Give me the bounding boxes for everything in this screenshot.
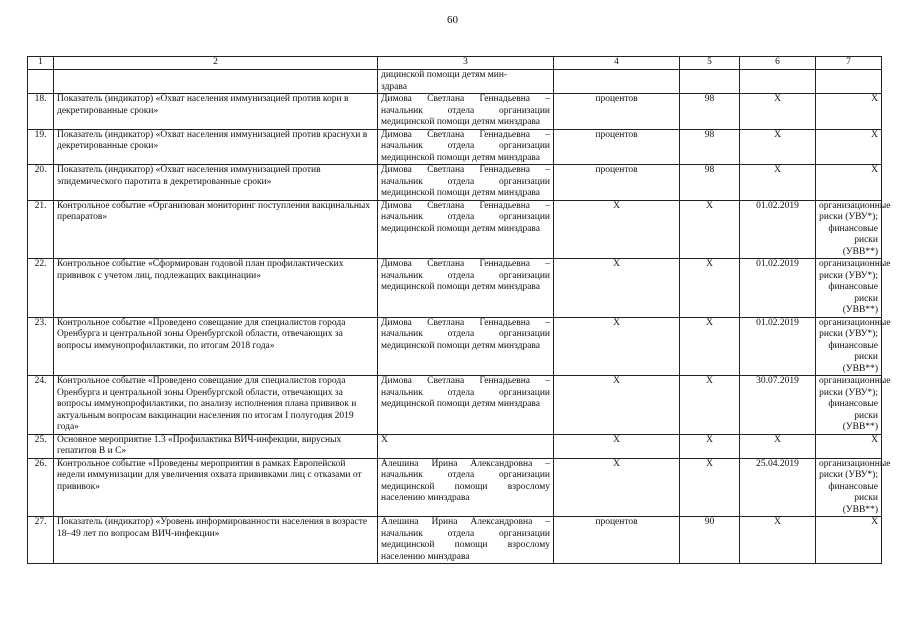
risk-cell: организационные риски (УВУ*); финансовые риски (УВВ**) [816, 200, 882, 259]
table-row [28, 165, 882, 201]
responsible-cell: Димова Светлана Геннадьевна – начальник отдела организации медицинской помощи детям минздрава [378, 376, 554, 435]
description-cell: Показатель (индикатор) «Охват населения иммунизацией против кори в декретированные сроки» [54, 94, 378, 130]
responsible-cell: Димова Светлана Геннадьевна – начальник отдела организации медицинской помощи детям минздрава [378, 259, 554, 318]
responsible-cell: Димова Светлана Геннадьевна – начальник отдела организации медицинской помощи детям минздрава [378, 200, 554, 259]
deadline-cell: 01.02.2019 [740, 200, 816, 259]
responsible-cell: X [378, 434, 554, 458]
deadline-cell: 01.02.2019 [740, 317, 816, 376]
column-header: 2 [54, 57, 378, 70]
row-number-cell: 21. [28, 200, 54, 259]
deadline-cell: X [740, 434, 816, 458]
description-cell: Контрольное событие «Проведены мероприятия в рамках Европейской недели иммунизации для увеличения охвата прививками лиц с отказами от прививок» [54, 458, 378, 517]
row-number-cell: 19. [28, 129, 54, 165]
risk-cell: X [816, 165, 882, 201]
unit-cell: X [554, 259, 680, 318]
plan-table [27, 56, 891, 564]
unit-cell: процентов [554, 129, 680, 165]
value-cell: 98 [680, 129, 740, 165]
deadline-cell: 25.04.2019 [740, 458, 816, 517]
unit-cell: X [554, 458, 680, 517]
value-cell: 98 [680, 165, 740, 201]
column-header: 6 [740, 57, 816, 70]
column-header: 3 [378, 57, 554, 70]
column-header: 1 [28, 57, 54, 70]
table-row [28, 434, 882, 458]
unit-cell: процентов [554, 517, 680, 564]
risk-cell: X [816, 129, 882, 165]
risk-cell: X [816, 434, 882, 458]
risk-cell: организационные риски (УВУ*); финансовые риски (УВВ**) [816, 317, 882, 376]
row-number-cell: 26. [28, 458, 54, 517]
risk-cell: X [816, 517, 882, 564]
description-cell: Контрольное событие «Проведено совещание для специалистов города Оренбурга и центральной зоны Оренбургской области, отвечающих за вопросы иммунопрофилактики, по итогам 2018 года» [54, 317, 378, 376]
row-number-cell: 24. [28, 376, 54, 435]
unit-cell: X [554, 200, 680, 259]
row-number-cell: 23. [28, 317, 54, 376]
table-row [28, 94, 882, 130]
value-cell: X [680, 259, 740, 318]
description-cell: Показатель (индикатор) «Охват населения иммунизацией против краснухи в декретированные сроки» [54, 129, 378, 165]
deadline-cell: 01.02.2019 [740, 259, 816, 318]
deadline-cell: 30.07.2019 [740, 376, 816, 435]
unit-cell: процентов [554, 165, 680, 201]
table-row [28, 317, 882, 376]
column-header: 5 [680, 57, 740, 70]
risk-cell: организационные риски (УВУ*); финансовые риски (УВВ**) [816, 458, 882, 517]
table-body [28, 57, 891, 564]
deadline-cell: X [740, 517, 816, 564]
table-row [28, 259, 882, 318]
value-cell: X [680, 376, 740, 435]
deadline-cell: X [740, 165, 816, 201]
unit-cell: процентов [554, 94, 680, 130]
description-cell: Показатель (индикатор) «Уровень информированности населения в возрасте 18–49 лет по вопросам ВИЧ-инфекции» [54, 517, 378, 564]
row-number-cell: 27. [28, 517, 54, 564]
table-row [28, 458, 882, 517]
table-row [28, 200, 882, 259]
value-cell: 90 [680, 517, 740, 564]
column-number-row [28, 57, 882, 70]
table-row [28, 517, 882, 564]
value-cell [680, 70, 740, 94]
responsible-cell: Димова Светлана Геннадьевна – начальник отдела организации медицинской помощи детям минздрава [378, 317, 554, 376]
unit-cell: X [554, 317, 680, 376]
column-header: 4 [554, 57, 680, 70]
deadline-cell: X [740, 129, 816, 165]
value-cell: 98 [680, 94, 740, 130]
responsible-cell: Алешина Ирина Александровна – начальник отдела организации медицинской помощи взрослому населению минздрава [378, 458, 554, 517]
description-cell: Контрольное событие «Сформирован годовой план профилактических прививок с учетом лиц, подлежащих вакцинации» [54, 259, 378, 318]
deadline-cell [740, 70, 816, 94]
deadline-cell: X [740, 94, 816, 130]
row-number-cell: 22. [28, 259, 54, 318]
description-cell [54, 70, 378, 94]
responsible-cell: дицинской помощи детям мин- здрава [378, 70, 554, 94]
table-row [28, 129, 882, 165]
row-number-cell: 25. [28, 434, 54, 458]
value-cell: X [680, 434, 740, 458]
responsible-cell: Димова Светлана Геннадьевна – начальник отдела организации медицинской помощи детям минздрава [378, 129, 554, 165]
risk-cell: организационные риски (УВУ*); финансовые риски (УВВ**) [816, 259, 882, 318]
column-header: 7 [816, 57, 882, 70]
unit-cell [554, 70, 680, 94]
value-cell: X [680, 458, 740, 517]
value-cell: X [680, 200, 740, 259]
risk-cell: X [816, 94, 882, 130]
unit-cell: X [554, 434, 680, 458]
row-number-cell: 20. [28, 165, 54, 201]
description-cell: Показатель (индикатор) «Охват населения иммунизацией против эпидемического паротита в декретированные сроки» [54, 165, 378, 201]
description-cell: Основное мероприятие 1.3 «Профилактика ВИЧ-инфекции, вирусных гепатитов В и С» [54, 434, 378, 458]
description-cell: Контрольное событие «Проведено совещание для специалистов города Оренбурга и центральной зоны Оренбургской области, отвечающих за вопросы иммунопрофилактики, по анализу исполнения плана прививок и актуальным вопросам вакцинации населения по итогам I полугодия 2019 года» [54, 376, 378, 435]
risk-cell [816, 70, 882, 94]
value-cell: X [680, 317, 740, 376]
responsible-cell: Димова Светлана Геннадьевна – начальник отдела организации медицинской помощи детям минздрава [378, 165, 554, 201]
description-cell: Контрольное событие «Организован мониторинг поступления вакцинальных препаратов» [54, 200, 378, 259]
table-row [28, 70, 882, 94]
unit-cell: X [554, 376, 680, 435]
row-number-cell: 18. [28, 94, 54, 130]
row-number-cell [28, 70, 54, 94]
responsible-cell: Димова Светлана Геннадьевна – начальник отдела организации медицинской помощи детям минздрава [378, 94, 554, 130]
risk-cell: организационные риски (УВУ*); финансовые риски (УВВ**) [816, 376, 882, 435]
table-row [28, 376, 882, 435]
responsible-cell: Алешина Ирина Александровна – начальник отдела организации медицинской помощи взрослому населению минздрава [378, 517, 554, 564]
page-number: 60 [447, 14, 458, 26]
